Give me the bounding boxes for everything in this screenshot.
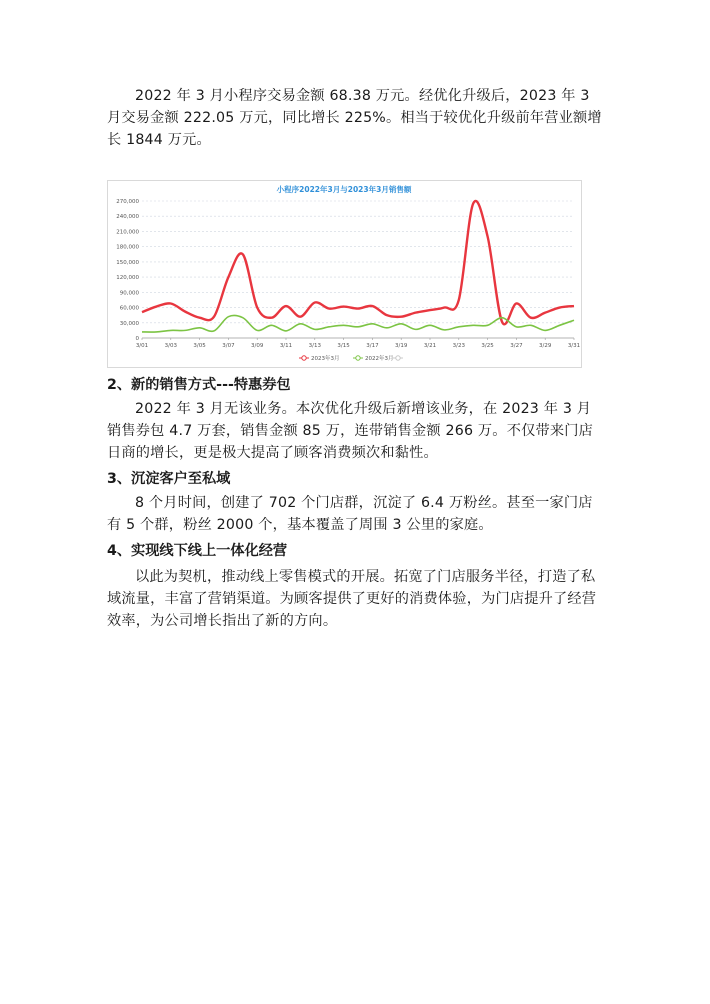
- x-tick-label: 3/29: [539, 343, 552, 349]
- x-tick-label: 3/25: [481, 343, 494, 349]
- x-tick-label: 3/01: [135, 343, 149, 349]
- paragraph-transaction-amount: 2022 年 3 月小程序交易金额 68.38 万元。经优化升级后，2023 年 3 月交易金额 222.05 万元，同比增长 225%。相当于较优化升级前年营业额增长 1844 万元。: [107, 88, 602, 148]
- chart-x-ticks: [136, 338, 580, 349]
- legend-swatch-marker: [302, 356, 306, 360]
- x-tick-label: 3/09: [251, 343, 264, 349]
- x-tick-label: 3/19: [395, 343, 408, 349]
- x-tick-label: 3/23: [452, 343, 465, 349]
- x-tick-label: 3/03: [164, 343, 177, 349]
- y-tick-label: 270,000: [116, 199, 139, 205]
- x-tick-label: 3/05: [193, 343, 206, 349]
- legend-label: 2022年3月: [365, 356, 394, 362]
- y-tick-label: 90,000: [119, 290, 139, 297]
- paragraph-omnichannel: 以此为契机，推动线上零售模式的开展。拓宽了门店服务半径，打造了私域流量，丰富了营销渠道。为顾客提供了更好的消费体验，为门店提升了经营效率，为公司增长指出了新的方向。: [107, 569, 597, 629]
- heading-omnichannel: 4、实现线下线上一体化经营: [107, 543, 288, 559]
- chart-title: 小程序2022年3月与2023年3月销售额: [276, 185, 412, 194]
- y-tick-label: 180,000: [116, 244, 139, 251]
- y-tick-label: 150,000: [116, 259, 139, 266]
- heading-private-domain: 3、沉淀客户至私域: [107, 471, 231, 487]
- x-tick-label: 3/27: [510, 343, 523, 349]
- heading-coupon-package: 2、新的销售方式---特惠券包: [107, 377, 291, 393]
- x-tick-label: 3/17: [366, 343, 379, 349]
- y-tick-label: 240,000: [116, 214, 139, 221]
- legend-swatch-marker: [396, 356, 400, 360]
- x-tick-label: 3/21: [423, 343, 437, 349]
- chart-legend: [299, 354, 403, 362]
- chart-svg: [108, 181, 581, 367]
- y-tick-label: 30,000: [119, 320, 139, 327]
- paragraph-coupon-package: 2022 年 3 月无该业务。本次优化升级后新增该业务，在 2023 年 3 月销售券包 4.7 万套，销售金额 85 万，连带销售金额 266 万。不仅带来门店日商的增长，更是极大提高了顾客消费频次和黏性。: [107, 401, 594, 461]
- y-tick-label: 120,000: [116, 275, 139, 282]
- chart-series: [142, 201, 574, 332]
- y-tick-label: 60,000: [119, 305, 139, 312]
- x-tick-label: 3/07: [222, 343, 235, 349]
- legend-swatch-marker: [356, 356, 360, 360]
- series-line-0: [142, 201, 574, 324]
- x-tick-label: 3/13: [308, 343, 321, 349]
- paragraph-private-domain: 8 个月时间，创建了 702 个门店群，沉淀了 6.4 万粉丝。甚至一家门店有 5 个群，粉丝 2000 个，基本覆盖了周围 3 公里的家庭。: [107, 495, 593, 533]
- legend-label: 2023年3月: [311, 356, 340, 362]
- x-tick-label: 3/11: [279, 343, 293, 349]
- y-tick-label: 210,000: [116, 229, 139, 236]
- chart-y-ticks: [116, 199, 139, 342]
- x-tick-label: 3/31: [567, 343, 581, 349]
- x-tick-label: 3/15: [337, 343, 350, 349]
- y-tick-label: 0: [135, 336, 139, 342]
- sales-line-chart: [107, 180, 582, 368]
